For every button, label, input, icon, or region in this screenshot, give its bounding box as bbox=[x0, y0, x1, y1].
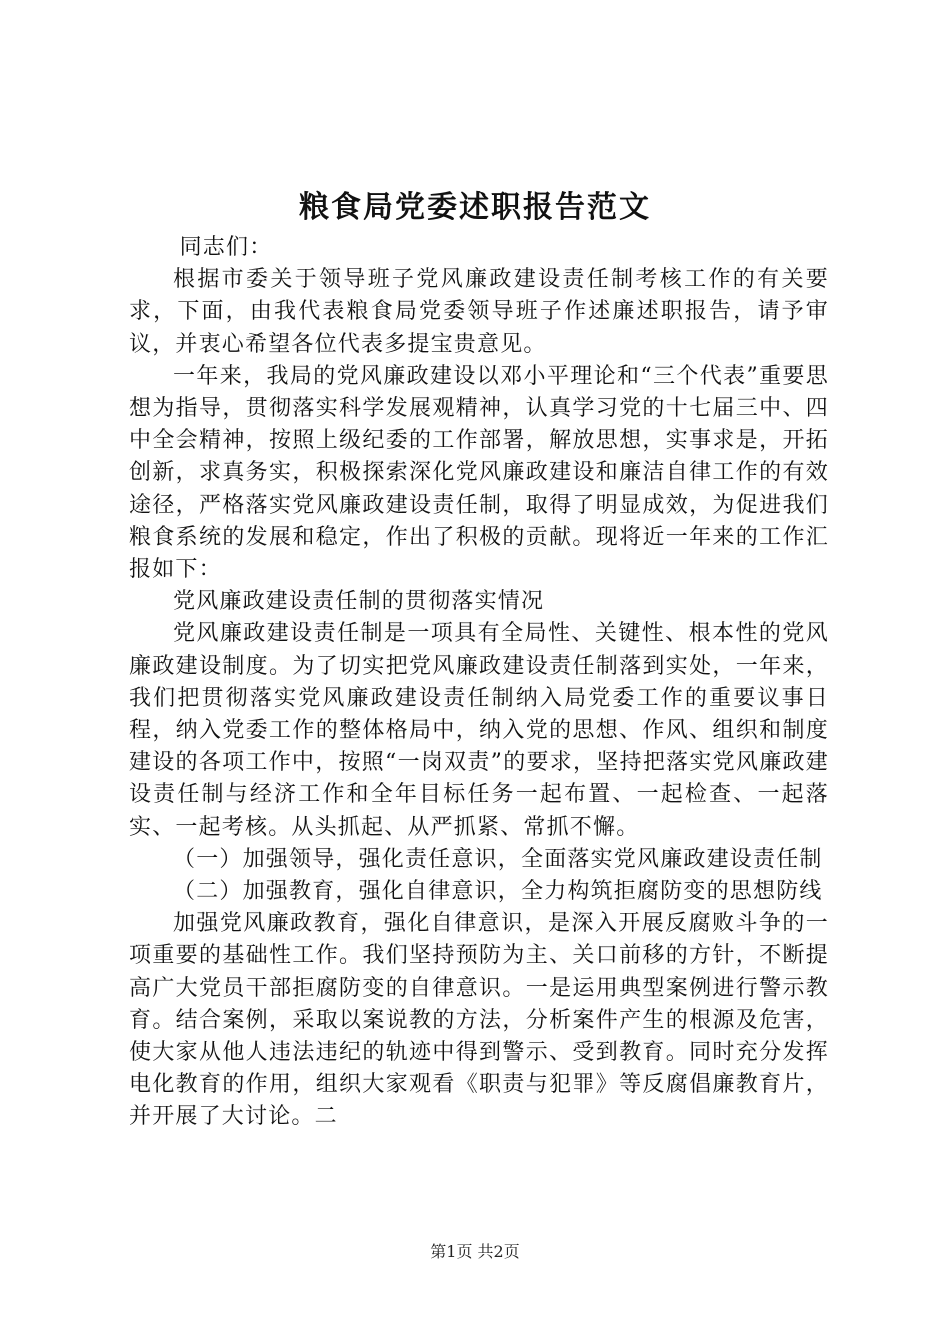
page-footer: 第1页 共2页 bbox=[430, 1242, 520, 1261]
document-title: 粮食局党委述职报告范文 bbox=[299, 190, 651, 225]
salutation: 同志们： bbox=[179, 235, 273, 260]
section-heading: 党风廉政建设责任制的贯彻落实情况 bbox=[173, 589, 545, 615]
paragraph-education: 加强党风廉政教育，强化自律意识，是深入开展反腐败斗争的一项重要的基础性工作。我们坚持预防为主、关口前移的方针，不断提高广大党员干部拒腐防变的自律意识。一是运用典型案例进行警示教育。结合案例，采取以案说教的方法，分析案件产生的根源及危害，使大家从他人违法违纪的轨迹中得到警示、受到教育。同时充分发挥电化教育的作用，组织大家观看《职责与犯罪》等反腐倡廉教育片，并开展了大讨论。二 bbox=[129, 911, 829, 1130]
document-body bbox=[129, 232, 829, 1134]
paragraph-overview: 一年来，我局的党风廉政建设以邓小平理论和“三个代表”重要思想为指导，贯彻落实科学发展观精神，认真学习党的十七届三中、四中全会精神，按照上级纪委的工作部署，解放思想，实事求是，开拓创新，求真务实，积极探索深化党风廉政建设和廉洁自律工作的有效途径，严格落实党风廉政建设责任制，取得了明显成效，为促进我们粮食系统的发展和稳定，作出了积极的贡献。现将近一年来的工作汇报如下： bbox=[129, 363, 829, 583]
paragraph-intro: 根据市委关于领导班子党风廉政建设责任制考核工作的有关要求，下面，由我代表粮食局党委领导班子作述廉述职报告，请予审议，并衷心希望各位代表多提宝贵意见。 bbox=[129, 267, 829, 357]
subheading-2: （二）加强教育，强化自律意识，全力构筑拒腐防变的思想防线 bbox=[173, 879, 823, 905]
subheading-1: （一）加强领导，强化责任意识，全面落实党风廉政建设责任制 bbox=[173, 846, 823, 872]
paragraph-responsibility: 党风廉政建设责任制是一项具有全局性、关键性、根本性的党风廉政建设制度。为了切实把党风廉政建设责任制落到实处，一年来，我们把贯彻落实党风廉政建设责任制纳入局党委工作的重要议事日程，纳入党委工作的整体格局中，纳入党的思想、作风、组织和制度建设的各项工作中，按照“一岗双责”的要求，坚持把落实党风廉政建设责任制与经济工作和全年目标任务一起布置、一起检查、一起落实、一起考核。从头抓起、从严抓紧、常抓不懈。 bbox=[129, 621, 829, 840]
